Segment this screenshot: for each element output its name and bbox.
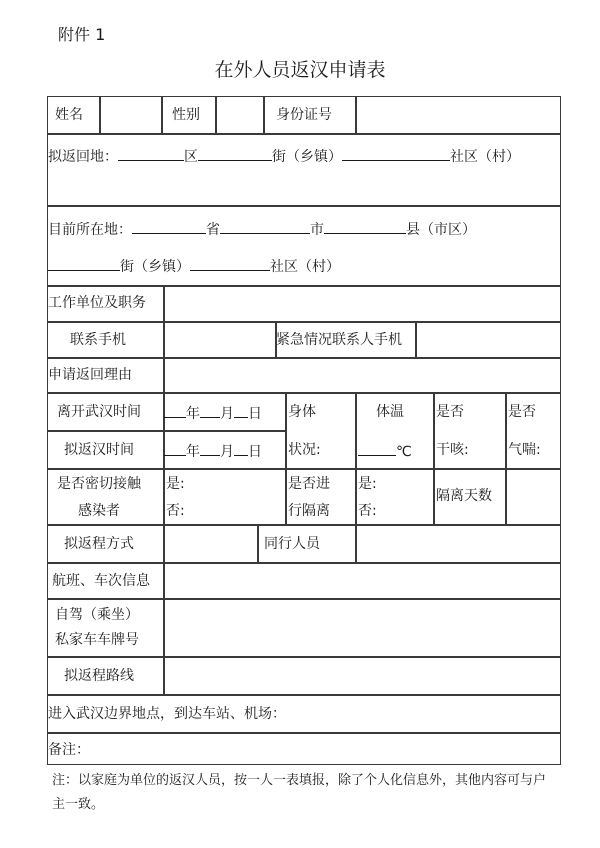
day-label: 日 — [248, 406, 262, 422]
contact-yes: 是: — [166, 476, 185, 492]
return-location-line — [48, 146, 520, 166]
selfdrive-label-1: 自驾（乘坐） — [55, 607, 139, 623]
breath-label-1: 是否 — [508, 404, 536, 420]
return-time-label: 拟返汉时间 — [64, 442, 134, 458]
street2-blank[interactable] — [48, 256, 120, 271]
cough-label-1: 是否 — [436, 404, 464, 420]
contact-label-2: 感染者 — [78, 503, 120, 519]
emergency-phone-label: 紧急情况联系人手机 — [276, 332, 402, 348]
cell-flight-input[interactable] — [164, 563, 561, 599]
body-label-1: 身体 — [288, 404, 316, 420]
reason-label: 申请返回理由 — [48, 367, 132, 383]
flight-info-label: 航班、车次信息 — [52, 573, 150, 589]
community-blank[interactable] — [342, 146, 450, 161]
isolation-no: 否: — [358, 503, 377, 519]
county-blank[interactable] — [324, 219, 406, 234]
cell-reason-input[interactable] — [164, 358, 561, 393]
cell-id-input[interactable] — [356, 96, 561, 134]
body-label-2: 状况: — [288, 442, 321, 458]
community-label: 社区（村） — [450, 149, 520, 165]
work-unit-label: 工作单位及职务 — [48, 295, 146, 311]
return-day-blank[interactable] — [234, 441, 248, 456]
leave-date — [164, 403, 262, 423]
return-month-blank[interactable] — [200, 441, 220, 456]
day-label: 日 — [248, 444, 262, 460]
name-label: 姓名 — [55, 107, 83, 123]
cell-gender-input[interactable] — [216, 96, 264, 134]
return-date — [164, 441, 262, 461]
district-label: 区 — [184, 149, 198, 165]
leave-year-blank[interactable] — [164, 403, 186, 418]
isolation-days-label: 隔离天数 — [436, 488, 492, 504]
cell-name-input[interactable] — [100, 96, 162, 134]
cell-companions-input[interactable] — [356, 525, 561, 563]
isolation-label-1: 是否进 — [288, 476, 330, 492]
year-label: 年 — [186, 444, 200, 460]
cell-work-input[interactable] — [164, 286, 561, 322]
phone-label: 联系手机 — [70, 332, 126, 348]
month-label: 月 — [220, 444, 234, 460]
route-label: 拟返程路线 — [64, 668, 134, 684]
community2-blank[interactable] — [190, 256, 270, 271]
current-location-label: 目前所在地： — [48, 222, 132, 238]
year-label: 年 — [186, 406, 200, 422]
contact-label-1: 是否密切接触 — [57, 476, 141, 492]
cell-phone-input[interactable] — [164, 322, 276, 358]
entry-point-label: 进入武汉边界地点，到达车站、机场： — [48, 706, 286, 722]
month-label: 月 — [220, 406, 234, 422]
gender-label: 性别 — [172, 107, 200, 123]
province-blank[interactable] — [132, 219, 206, 234]
leave-month-blank[interactable] — [200, 403, 220, 418]
companions-label: 同行人员 — [264, 536, 320, 552]
contact-no: 否: — [166, 503, 185, 519]
footnote: 注：以家庭为单位的返汉人员，按一人一表填报，除了个人化信息外，其他内容可与户主一致。 — [52, 773, 547, 812]
breath-label-2: 气喘: — [508, 442, 541, 458]
current-location-line-2 — [48, 256, 340, 276]
temp-unit: ℃ — [396, 444, 412, 460]
leave-time-label: 离开武汉时间 — [57, 404, 141, 420]
temp-label: 体温 — [376, 404, 404, 420]
district-blank[interactable] — [118, 146, 184, 161]
form-title: 在外人员返汉申请表 — [214, 59, 386, 81]
return-year-blank[interactable] — [164, 441, 186, 456]
street2-label: 街（乡镇） — [120, 259, 190, 275]
cell-remarks[interactable] — [47, 733, 561, 765]
remarks-label: 备注： — [48, 742, 90, 758]
province-label: 省 — [206, 222, 220, 238]
attachment-label: 附件 1 — [58, 25, 106, 44]
isolation-label-2: 行隔离 — [288, 503, 330, 519]
cell-emergency-input[interactable] — [416, 322, 561, 358]
street-label: 街（乡镇） — [272, 149, 342, 165]
id-number-label: 身份证号 — [276, 107, 332, 123]
cell-return-location[interactable] — [47, 134, 561, 206]
cell-isolation-days-input[interactable] — [506, 469, 561, 525]
travel-mode-label: 拟返程方式 — [64, 536, 134, 552]
return-location-label: 拟返回地： — [48, 149, 118, 165]
cell-selfdrive-input[interactable] — [164, 599, 561, 657]
isolation-yes: 是: — [358, 476, 377, 492]
community2-label: 社区（村） — [270, 259, 340, 275]
city-blank[interactable] — [220, 219, 310, 234]
cough-label-2: 干咳: — [436, 442, 469, 458]
temp-blank[interactable] — [358, 441, 396, 456]
county-label: 县（市区） — [406, 222, 476, 238]
current-location-line-1 — [48, 219, 476, 239]
cell-travel-input[interactable] — [164, 525, 258, 563]
selfdrive-label-2: 私家车车牌号 — [55, 632, 139, 648]
street-blank[interactable] — [198, 146, 272, 161]
cell-route-input[interactable] — [164, 657, 561, 695]
leave-day-blank[interactable] — [234, 403, 248, 418]
temp-value — [358, 441, 412, 461]
city-label: 市 — [310, 222, 324, 238]
